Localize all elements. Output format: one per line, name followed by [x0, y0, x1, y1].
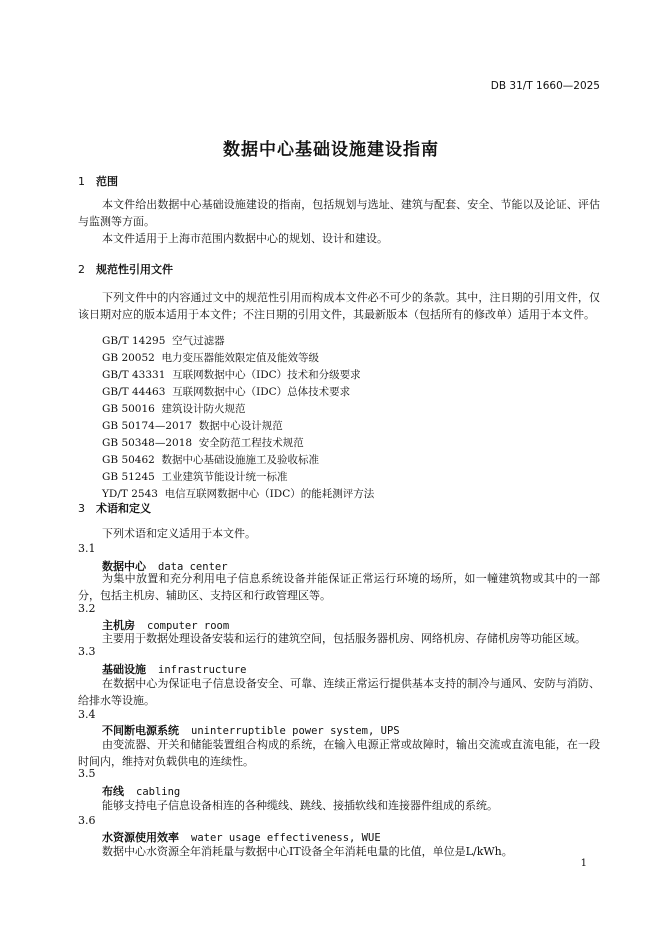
term-definition: 主要用于数据处理设备安装和运行的建筑空间，包括服务器机房、网络机房、存储机房等功能区域。: [102, 632, 586, 645]
section-number: 1: [78, 175, 85, 188]
reference-code: GB 50016: [102, 403, 155, 415]
reference-code: GB 50348—2018: [102, 437, 193, 449]
section-1-paragraph-1: 本文件给出数据中心基础设施建设的指南，包括规划与选址、建筑与配套、安全、节能以及论证、评估与监测等方面。: [78, 198, 600, 228]
reference-name: 建筑设计防火规范: [161, 403, 246, 415]
section-title: 术语和定义: [96, 502, 151, 515]
term-chinese: 主机房: [102, 619, 135, 632]
reference-name: 空气过滤器: [172, 335, 225, 347]
section-1-heading: [78, 173, 118, 189]
term-definition: 在数据中心为保证电子信息设备安全、可靠、连续正常运行提供基本支持的制冷与通风、安防与消防、给排水等设施。: [78, 677, 600, 707]
term-number: 3.5: [78, 767, 96, 780]
reference-item: [102, 333, 225, 348]
section-1-paragraph-2: 本文件适用于上海市范围内数据中心的规划、设计和建设。: [102, 232, 388, 245]
reference-item: [102, 401, 246, 416]
term-chinese: 水资源使用效率: [102, 831, 179, 844]
section-number: 2: [78, 263, 85, 276]
reference-name: 电力变压器能效限定值及能效等级: [161, 352, 320, 364]
reference-code: GB 50174—2017: [102, 420, 193, 432]
term-english: infrastructure: [158, 664, 247, 676]
document-code: DB 31/T 1660—2025: [490, 80, 600, 92]
reference-item: [102, 350, 319, 365]
reference-name: 工业建筑节能设计统一标准: [161, 471, 288, 483]
term-chinese: 不间断电源系统: [102, 724, 179, 737]
term-number: 3.1: [78, 542, 96, 555]
section-2-heading: [78, 261, 173, 277]
reference-name: 互联网数据中心（IDC）总体技术要求: [172, 386, 351, 398]
reference-code: GB/T 14295: [102, 335, 166, 347]
section-title: 范围: [96, 175, 118, 188]
term-number: 3.2: [78, 602, 96, 615]
reference-code: YD/T 2543: [102, 488, 158, 500]
term-number: 3.3: [78, 645, 96, 658]
term-chinese: 布线: [102, 785, 124, 798]
reference-code: GB 50462: [102, 454, 155, 466]
reference-code: GB/T 43331: [102, 369, 166, 381]
term-english: computer room: [147, 620, 230, 632]
section-3-intro: 下列术语和定义适用于本文件。: [102, 527, 256, 540]
section-3-heading: [78, 500, 151, 516]
term-english: uninterruptible power system, UPS: [191, 725, 400, 737]
reference-item: [102, 435, 304, 450]
term-number: 3.4: [78, 708, 96, 721]
reference-code: GB 51245: [102, 471, 155, 483]
reference-item: [102, 452, 319, 467]
reference-code: GB 20052: [102, 352, 155, 364]
term-english: water usage effectiveness, WUE: [191, 832, 381, 844]
term-definition: 由变流器、开关和储能装置组合构成的系统，在输入电源正常或故障时，输出交流或直流电能，在一段时间内，维持对负载供电的连续性。: [78, 738, 600, 768]
section-2-intro: 下列文件中的内容通过文中的规范性引用而构成本文件必不可少的条款。其中，注日期的引用文件，仅该日期对应的版本适用于本文件；不注日期的引用文件，其最新版本（包括所有的修改单）适用于本文件。: [78, 291, 600, 321]
reference-name: 安全防范工程技术规范: [198, 437, 304, 449]
term-definition: 为集中放置和充分利用电子信息系统设备并能保证正常运行环境的场所，如一幢建筑物或其中的一部分，包括主机房、辅助区、支持区和行政管理区等。: [78, 572, 600, 602]
reference-item: [102, 486, 374, 501]
reference-name: 数据中心基础设施施工及验收标准: [161, 454, 320, 466]
reference-item: [102, 469, 288, 484]
section-title: 规范性引用文件: [96, 263, 173, 276]
page-title: 数据中心基础设施建设指南: [223, 140, 439, 160]
term-number: 3.6: [78, 814, 96, 827]
reference-name: 互联网数据中心（IDC）技术和分级要求: [172, 369, 361, 381]
reference-name: 电信互联网数据中心（IDC）的能耗测评方法: [164, 488, 375, 500]
term-english: data center: [158, 561, 228, 573]
reference-item: [102, 418, 283, 433]
term-definition: 能够支持电子信息设备相连的各种缆线、跳线、接插软线和连接器件组成的系统。: [102, 799, 498, 812]
reference-item: [102, 384, 350, 399]
reference-code: GB/T 44463: [102, 386, 166, 398]
term-english: cabling: [136, 786, 181, 798]
reference-name: 数据中心设计规范: [198, 420, 283, 432]
term-definition: 数据中心水资源全年消耗量与数据中心IT设备全年消耗电量的比值，单位是L/kWh。: [102, 845, 513, 858]
term-chinese: 数据中心: [102, 560, 146, 573]
reference-item: [102, 367, 361, 382]
page-number: 1: [580, 858, 587, 869]
section-number: 3: [78, 502, 85, 515]
term-chinese: 基础设施: [102, 663, 146, 676]
